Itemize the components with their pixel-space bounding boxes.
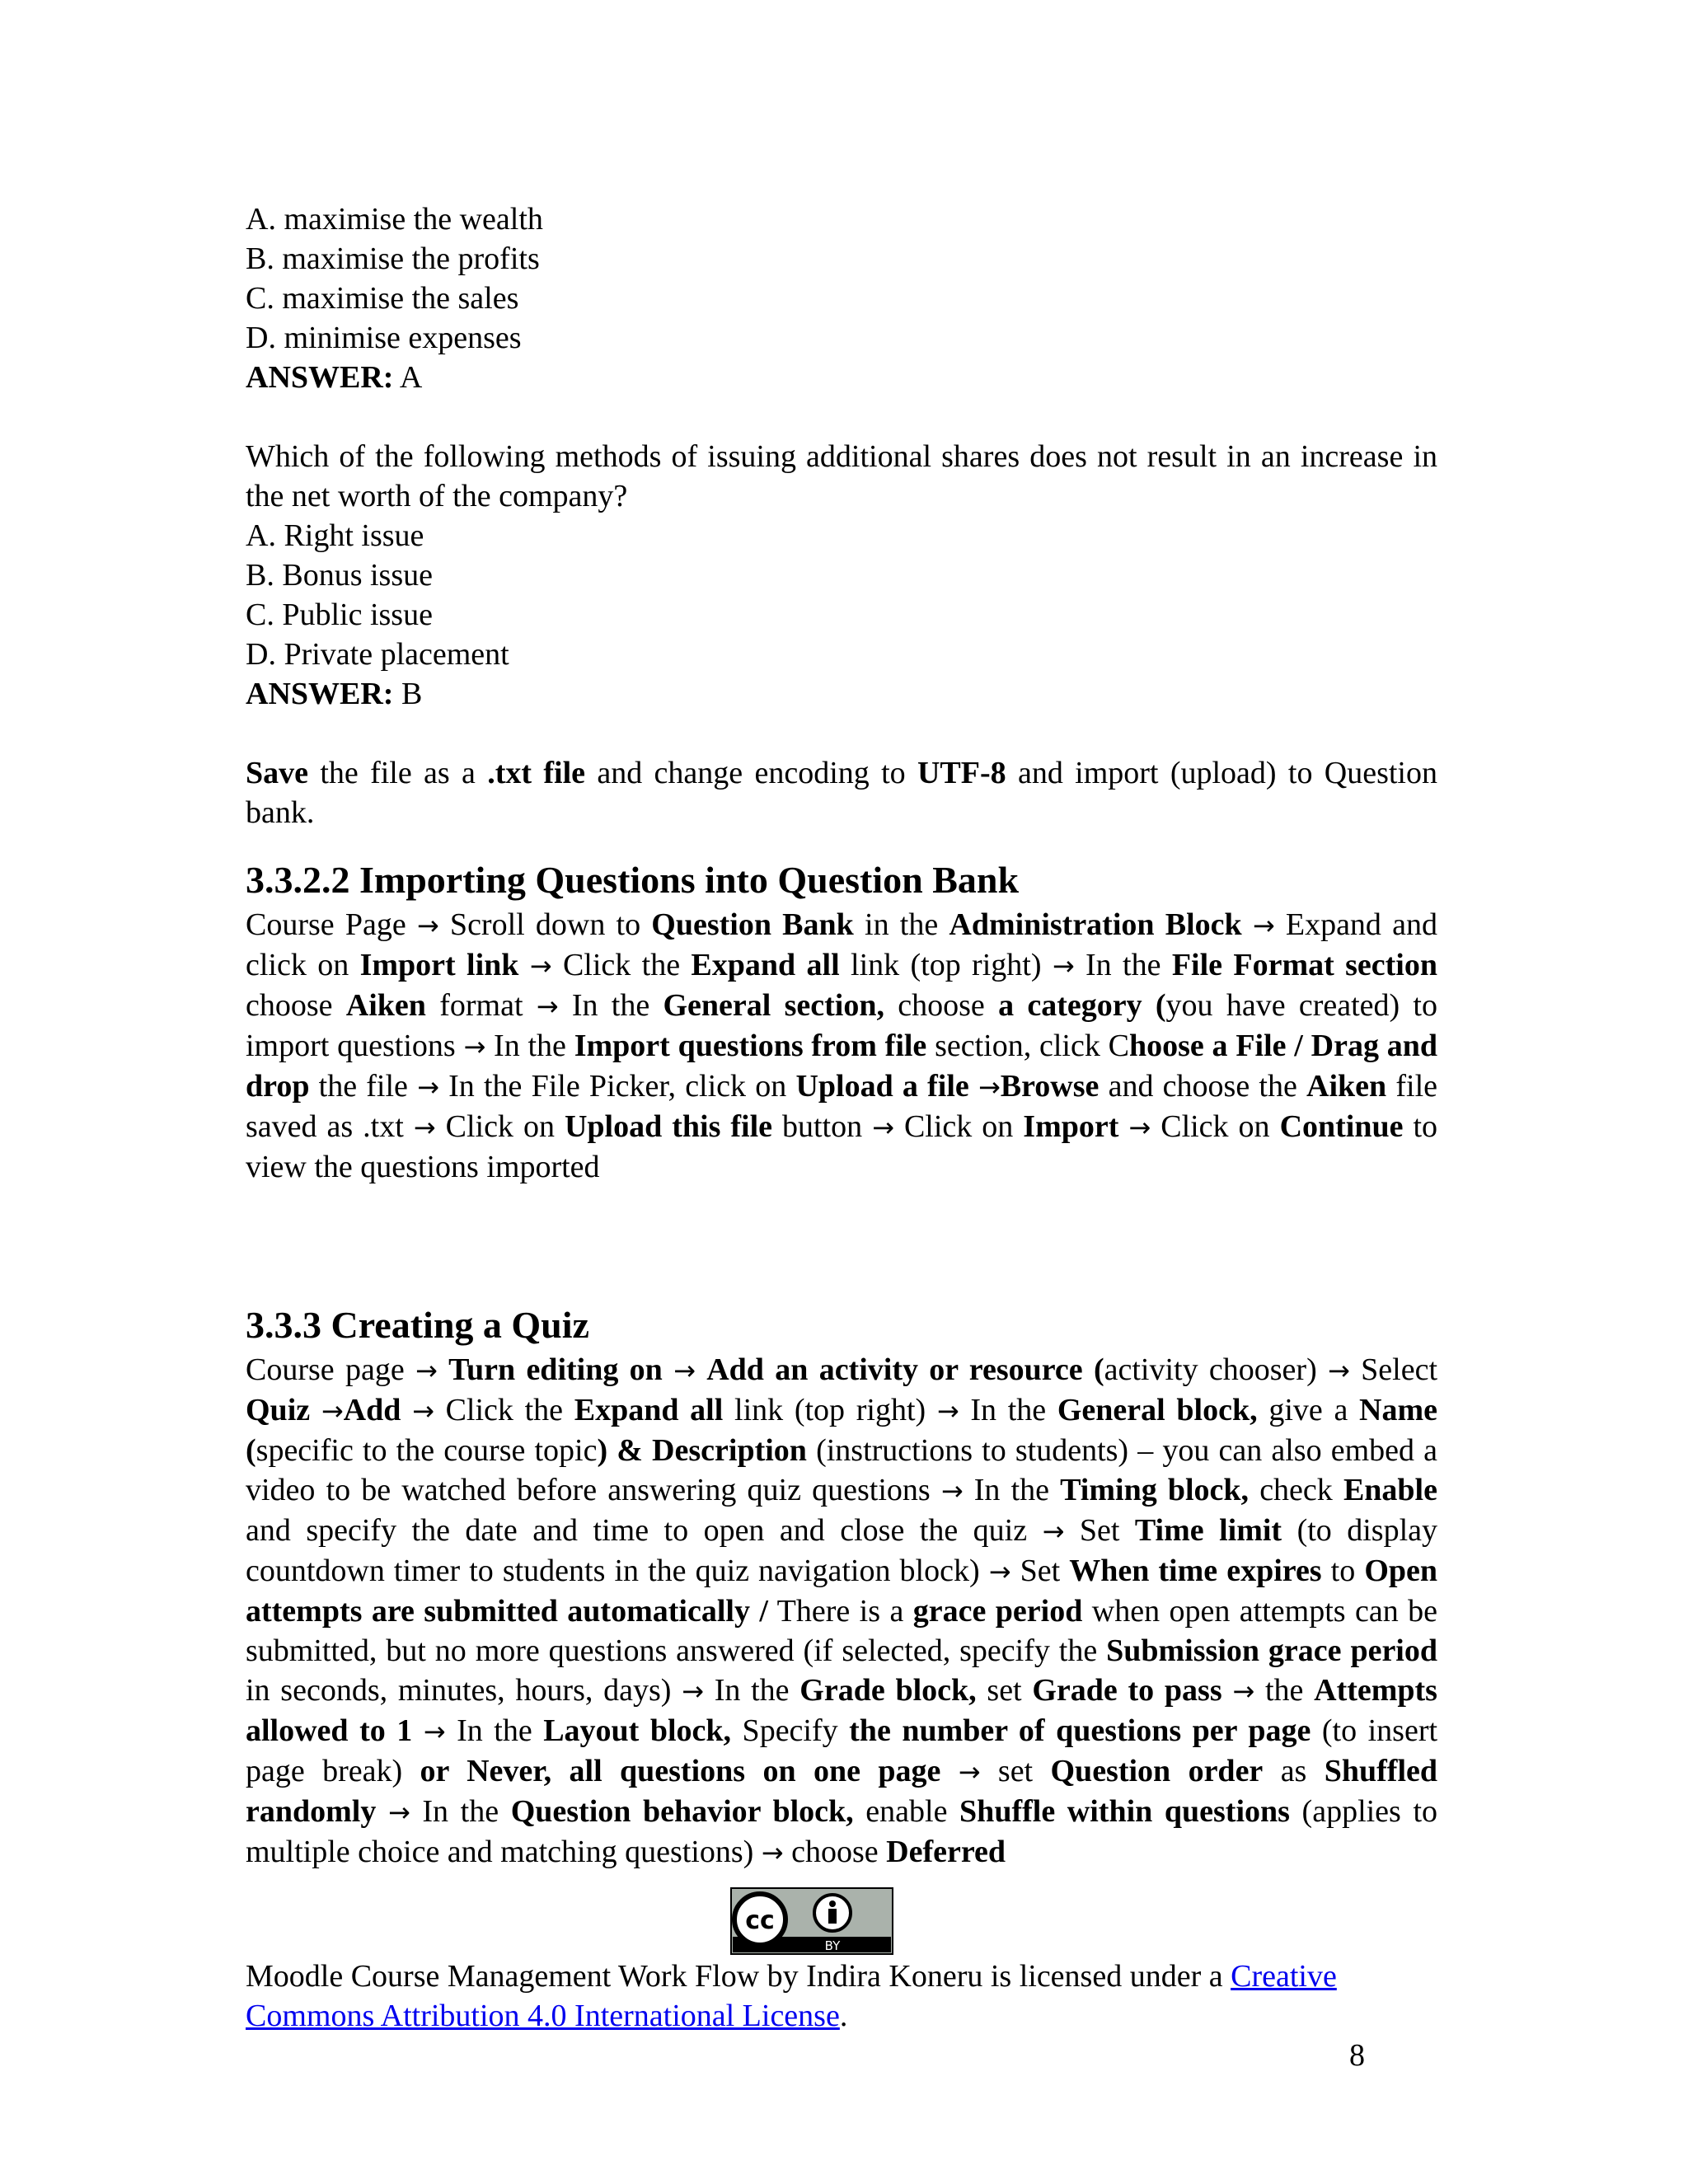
arrow-icon: → [321,1395,344,1427]
text-run: In the [963,1473,1061,1507]
bold-term: Enable [1343,1473,1437,1507]
arrow-icon: → [1328,1355,1350,1386]
bold-term: Add an activity or resource ( [706,1352,1104,1387]
bold-term: Layout block, [543,1713,732,1748]
answer-value: A [393,360,423,395]
text-run: Click on [1151,1109,1280,1144]
text-run: in the [853,907,950,942]
bold-term: File Format section [1171,948,1437,982]
answer-label: ANSWER: [246,360,394,395]
footer-text: Moodle Course Management Work Flow by Indira Koneru is licensed under a [246,1959,1231,1994]
text-run: (to display countdown timer to students in the quiz navigation block) [246,1513,1438,1588]
text-run: you have created) to import questions [246,988,1437,1063]
question-2 [246,437,1437,714]
option-a: A. maximise the wealth [246,202,543,237]
bold-term: Import questions from file [574,1029,927,1063]
option-d: D. Private placement [246,637,509,672]
text-run [940,1754,958,1788]
option-d: D. minimise expenses [246,321,522,355]
text-run: In the [959,1393,1057,1427]
question-1-options [246,199,1437,397]
text-run: Click the [551,948,692,982]
text-run [663,1352,673,1387]
arrow-icon: → [1128,1112,1151,1143]
text-run: choose [884,988,999,1023]
arrow-icon: → [988,1556,1011,1587]
text-run: In the [558,988,663,1023]
bold-term: or Never, all questions on one page [420,1754,941,1788]
bold-term: Import link [359,948,519,982]
arrow-icon: → [978,1071,1001,1103]
bold-term: Time limit [1134,1513,1282,1548]
bold-term: Upload a file [795,1069,969,1104]
text-run: In the [410,1794,511,1829]
text-run: Click on [435,1109,565,1144]
text-run [518,948,529,982]
text-run: and choose the [1099,1069,1307,1104]
arrow-icon: → [682,1675,704,1707]
question-text: Which of the following methods of issuing additional shares does not result in an increase in the net worth of the company? [246,439,1437,513]
quiz-instructions [246,1350,1437,1872]
bold-term: Upload this file [564,1109,772,1144]
text-run: set [980,1754,1051,1788]
bold-term: a category ( [998,988,1166,1023]
import-instructions [246,905,1437,1187]
bold-term: Question order [1050,1754,1264,1788]
text-run: choose [783,1835,887,1869]
option-b: B. Bonus issue [246,558,433,593]
text-run: check [1249,1473,1343,1507]
bold-term: General section, [663,988,884,1023]
arrow-icon: → [387,1797,410,1828]
text-run: link (top right) [723,1393,937,1427]
arrow-icon: → [936,1395,959,1427]
bold-term: Quiz [246,1393,321,1427]
bold-term: Browse [1000,1069,1100,1104]
license-link[interactable]: Creative Commons Attribution 4.0 International License [246,1959,1337,2033]
text-run [1222,1673,1233,1708]
bold-term: Aiken [345,988,426,1023]
text-run: the [1254,1673,1315,1708]
text-run [1242,907,1253,942]
text-run [696,1352,706,1387]
text-run: In the [485,1029,574,1063]
arrow-icon: → [940,1475,964,1507]
bold-term: Import [1023,1109,1119,1144]
text-run: to [1321,1554,1365,1588]
bold-term: ) & Description [597,1433,807,1468]
answer-line [246,674,1437,714]
bold-term: Administration Block [949,907,1242,942]
arrow-icon: → [1042,1516,1065,1547]
text-run: specific to the course topic [256,1433,598,1468]
bold-term: Submission grace period [1106,1633,1437,1668]
bold-term: Question behavior block, [510,1794,854,1829]
text-run: and specify the date and time to open and close the quiz [246,1513,1043,1548]
section-heading-import: 3.3.2.2 Importing Questions into Question Bank [246,859,1020,901]
text-run: Specify [731,1713,850,1748]
text-run: Course Page [246,907,417,942]
text-run: in seconds, minutes, hours, days) [246,1673,682,1708]
bold-term: General block, [1057,1393,1258,1427]
text-run: as [1263,1754,1325,1788]
bold-term: Aiken [1306,1069,1387,1104]
bold-term: Expand all [574,1393,724,1427]
bold-term: Expand all [691,948,840,982]
text-run: Click the [434,1393,574,1427]
section-heading-quiz: 3.3.3 Creating a Quiz [246,1304,589,1346]
text-run: Expand and click on [246,907,1437,982]
text-run: the file as a [308,756,488,790]
cc-by-license-icon[interactable] [730,1887,893,1955]
text-run: There is a [767,1594,913,1629]
text-run: and import (upload) to Question bank. [246,756,1437,830]
arrow-icon: → [761,1837,784,1868]
text-run: choose [246,988,346,1023]
text-run: enable [853,1794,960,1829]
bold-term: Save [246,756,308,790]
text-run [1118,1109,1128,1144]
text-run [969,1069,978,1104]
text-run: link (top right) [839,948,1053,982]
bold-term: When time expires [1069,1554,1322,1588]
text-run: Set [1010,1554,1070,1588]
bold-term: UTF-8 [917,756,1006,790]
text-run: Select [1349,1352,1438,1387]
text-run: In the [1074,948,1172,982]
bold-term: Question Bank [651,907,854,942]
page-content [246,199,1437,1872]
text-run [376,1794,388,1829]
license-footer [246,1957,1437,2036]
text-run: In the File Picker, click on [438,1069,796,1104]
answer-value: B [393,677,423,711]
text-run: Course page [246,1352,416,1387]
arrow-icon: → [1052,950,1075,982]
text-run: the file [309,1069,418,1104]
arrow-icon: → [415,1355,438,1386]
text-run: button [772,1109,873,1144]
bold-term: Shuffle within questions [959,1794,1290,1829]
text-run: section, click C [926,1029,1129,1063]
bold-term: Continue [1279,1109,1404,1144]
arrow-icon: → [536,991,559,1022]
arrow-icon: → [529,950,552,982]
answer-label: ANSWER: [246,677,394,711]
text-run: In the [445,1713,544,1748]
arrow-icon: → [412,1395,434,1427]
bold-term: Name ( [246,1393,1437,1468]
text-run: and change encoding to [585,756,917,790]
bold-term: Deferred [886,1835,1006,1869]
arrow-icon: → [958,1756,981,1788]
text-run: In the [703,1673,800,1708]
text-run: give a [1257,1393,1360,1427]
text-run: when open attempts can be submitted, but no more questions answered (if selected, specify the [246,1594,1437,1668]
text-run: Scroll down to [438,907,652,942]
save-instructions [246,753,1437,832]
bold-term: the number of questions per page [849,1713,1311,1748]
text-run [412,1713,424,1748]
bold-term: Shuffled randomly [246,1754,1438,1829]
answer-line [246,358,1437,397]
option-c: C. Public issue [246,598,433,632]
page-number: 8 [1349,2038,1365,2073]
text-run: Click on [893,1109,1024,1144]
arrow-icon: → [1232,1675,1255,1707]
arrow-icon: → [416,910,439,941]
bold-term: Grade block, [799,1673,977,1708]
bold-term: Open attempts are submitted automatically / [246,1554,1438,1629]
text-run: Set [1064,1513,1135,1548]
bold-term: grace period [912,1594,1083,1629]
bold-term: Grade to pass [1032,1673,1222,1708]
option-b: B. maximise the profits [246,241,540,276]
text-run: file saved as .txt [246,1069,1438,1144]
text-run [438,1352,448,1387]
arrow-icon: → [1252,910,1275,941]
text-run: to view the questions imported [246,1109,1438,1184]
text-run: (applies to multiple choice and matching questions) [246,1794,1438,1869]
arrow-icon: → [463,1031,486,1062]
arrow-icon: → [423,1716,446,1747]
bold-term: hoose a File / Drag and drop [246,1029,1437,1104]
text-run: format [425,988,537,1023]
arrow-icon: → [413,1112,436,1143]
bold-term: .txt file [487,756,586,790]
bold-term: Add [343,1393,401,1427]
option-a: A. Right issue [246,518,424,553]
text-run [401,1393,412,1427]
text-run: (instructions to students) – you can also embed a video to be watched before answering quiz questions [246,1433,1437,1507]
text-run: activity chooser) [1104,1352,1329,1387]
footer-end: . [839,1999,848,2033]
bold-term: Attempts allowed to 1 [246,1673,1437,1748]
bold-term: Timing block, [1060,1473,1250,1507]
bold-term: Turn editing on [448,1352,663,1387]
arrow-icon: → [417,1071,439,1103]
text-run: (to insert page break) [246,1713,1438,1788]
arrow-icon: → [673,1355,696,1386]
arrow-icon: → [872,1112,894,1143]
option-c: C. maximise the sales [246,281,519,316]
by-text: BY [824,1938,841,1953]
cc-text: cc [745,1906,775,1935]
text-run: set [976,1673,1033,1708]
